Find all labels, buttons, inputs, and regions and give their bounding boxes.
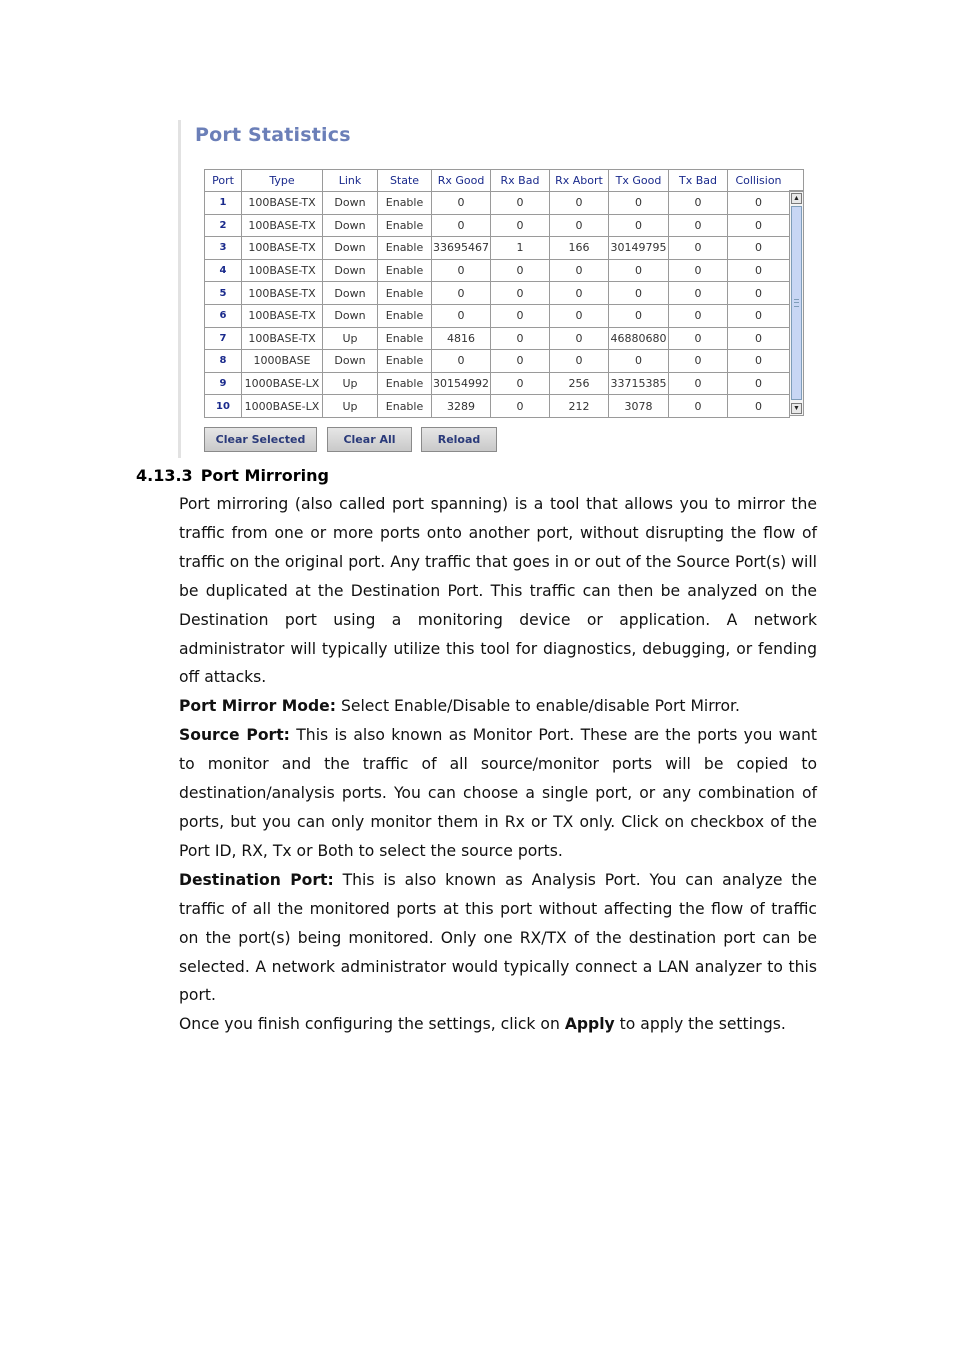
port-id-cell: 4 <box>205 259 242 282</box>
table-cell: 0 <box>728 192 790 215</box>
table-cell: Down <box>323 259 378 282</box>
table-body <box>205 192 790 418</box>
table-scrollbar[interactable] <box>789 191 804 416</box>
source-paragraph <box>179 721 817 866</box>
table-cell: Up <box>323 327 378 350</box>
port-id-cell: 3 <box>205 237 242 260</box>
table-cell: 3078 <box>609 395 669 418</box>
table-cell: 0 <box>669 282 728 305</box>
table-cell: 0 <box>550 259 609 282</box>
table-row[interactable] <box>205 237 790 260</box>
finish-paragraph <box>179 1010 817 1039</box>
table-cell: 0 <box>728 350 790 373</box>
table-cell: Down <box>323 350 378 373</box>
table-cell: 0 <box>432 259 491 282</box>
table-cell: 0 <box>728 259 790 282</box>
column-header: Rx Abort <box>550 170 609 192</box>
statistics-table-wrapper <box>204 169 806 417</box>
table-row[interactable] <box>205 372 790 395</box>
table-cell: 0 <box>491 259 550 282</box>
table-cell: 0 <box>669 327 728 350</box>
table-cell: 0 <box>728 214 790 237</box>
panel-title: Port Statistics <box>195 124 351 146</box>
table-cell: Enable <box>378 237 432 260</box>
table-cell: 0 <box>669 395 728 418</box>
table-cell: 0 <box>728 304 790 327</box>
table-cell: Up <box>323 372 378 395</box>
table-cell: Enable <box>378 259 432 282</box>
column-header: Link <box>323 170 378 192</box>
column-header: Port <box>205 170 242 192</box>
source-label: Source Port: <box>179 726 290 745</box>
table-cell: 30154992 <box>432 372 491 395</box>
table-cell: 0 <box>491 304 550 327</box>
table-cell: Down <box>323 214 378 237</box>
table-cell: 0 <box>491 350 550 373</box>
table-cell: 166 <box>550 237 609 260</box>
table-cell: 33695467 <box>432 237 491 260</box>
section-title: Port Mirroring <box>200 466 329 485</box>
port-statistics-table <box>204 169 790 418</box>
table-cell: 30149795 <box>609 237 669 260</box>
table-header-row <box>205 170 790 192</box>
table-cell: 0 <box>550 282 609 305</box>
table-cell: 100BASE-TX <box>242 327 323 350</box>
table-cell: 33715385 <box>609 372 669 395</box>
table-row[interactable] <box>205 282 790 305</box>
table-cell: Enable <box>378 395 432 418</box>
table-cell: 0 <box>669 192 728 215</box>
section-heading <box>136 464 329 488</box>
table-cell: 0 <box>609 259 669 282</box>
table-cell: 0 <box>491 214 550 237</box>
table-cell: 0 <box>609 282 669 305</box>
table-cell: 0 <box>550 350 609 373</box>
table-cell: 0 <box>491 372 550 395</box>
table-cell: Enable <box>378 327 432 350</box>
column-header: Tx Good <box>609 170 669 192</box>
table-cell: 100BASE-TX <box>242 282 323 305</box>
table-cell: 0 <box>609 192 669 215</box>
mode-paragraph <box>179 692 817 721</box>
table-cell: 0 <box>491 395 550 418</box>
column-header: Rx Bad <box>491 170 550 192</box>
table-cell: 0 <box>491 327 550 350</box>
column-header: Tx Bad <box>669 170 728 192</box>
scrollbar-thumb[interactable] <box>791 206 802 400</box>
table-cell: 0 <box>728 395 790 418</box>
table-cell: 1000BASE-LX <box>242 372 323 395</box>
table-cell: 100BASE-TX <box>242 237 323 260</box>
table-cell: 1 <box>491 237 550 260</box>
table-cell: 0 <box>491 192 550 215</box>
table-cell: 100BASE-TX <box>242 192 323 215</box>
source-text: This is also known as Monitor Port. These are the ports you want to monitor and the traffic of all source/monitor ports will be copied to destination/analysis ports. You can choose a single port, or any combination of ports, but you can only monitor them in Rx or TX only. Click on checkbox of the Port ID, RX, Tx or Both to select the source ports. <box>179 726 817 860</box>
table-cell: 100BASE-TX <box>242 214 323 237</box>
intro-paragraph: Port mirroring (also called port spanning) is a tool that allows you to mirror the traffic from one or more ports onto another port, without disrupting the flow of traffic on the original port. Any traffic that goes in or out of the Source Port(s) will be duplicated at the Destination Port. This traffic can then be analyzed on the Destination port using a monitoring device or application. A network administrator will typically utilize this tool for diagnostics, debugging, or fending off attacks. <box>179 495 817 687</box>
port-id-cell: 7 <box>205 327 242 350</box>
apply-keyword: Apply <box>564 1015 615 1034</box>
destination-paragraph <box>179 866 817 1011</box>
table-cell: 0 <box>550 327 609 350</box>
table-cell: 1000BASE-LX <box>242 395 323 418</box>
scrollbar-grip-icon <box>794 299 799 307</box>
table-cell: 100BASE-TX <box>242 304 323 327</box>
table-cell: 0 <box>550 192 609 215</box>
table-cell: 46880680 <box>609 327 669 350</box>
section-number: 4.13.3 <box>136 466 193 485</box>
table-row[interactable] <box>205 327 790 350</box>
port-id-cell: 6 <box>205 304 242 327</box>
mode-label: Port Mirror Mode: <box>179 697 336 716</box>
table-cell: Enable <box>378 350 432 373</box>
port-id-cell: 1 <box>205 192 242 215</box>
table-cell: 0 <box>550 304 609 327</box>
table-cell: 0 <box>669 304 728 327</box>
table-cell: 1000BASE <box>242 350 323 373</box>
finish-suffix: to apply the settings. <box>614 1015 786 1034</box>
table-cell: 0 <box>669 350 728 373</box>
port-statistics-panel <box>178 120 811 458</box>
table-cell: 0 <box>609 304 669 327</box>
column-header: State <box>378 170 432 192</box>
port-id-cell: 2 <box>205 214 242 237</box>
table-cell: 100BASE-TX <box>242 259 323 282</box>
table-row[interactable] <box>205 304 790 327</box>
table-cell: Down <box>323 237 378 260</box>
table-cell: 0 <box>728 282 790 305</box>
column-header: Type <box>242 170 323 192</box>
table-cell: Down <box>323 192 378 215</box>
clear-selected-button[interactable]: Clear Selected <box>204 427 317 452</box>
table-cell: 0 <box>550 214 609 237</box>
table-cell: 0 <box>432 350 491 373</box>
destination-label: Destination Port: <box>179 870 334 889</box>
table-cell: Enable <box>378 372 432 395</box>
column-header: Collision <box>728 170 790 192</box>
table-cell: 0 <box>669 372 728 395</box>
scrollbar-header-cap <box>789 169 804 191</box>
table-cell: 0 <box>728 327 790 350</box>
port-id-cell: 8 <box>205 350 242 373</box>
scroll-down-arrow-icon[interactable]: ▼ <box>791 403 802 414</box>
table-cell: 0 <box>669 214 728 237</box>
column-header: Rx Good <box>432 170 491 192</box>
table-cell: 4816 <box>432 327 491 350</box>
table-row[interactable] <box>205 350 790 373</box>
table-cell: Enable <box>378 282 432 305</box>
table-cell: 0 <box>669 237 728 260</box>
table-cell: 0 <box>728 372 790 395</box>
reload-button[interactable]: Reload <box>421 427 497 452</box>
port-id-cell: 9 <box>205 372 242 395</box>
table-cell: Down <box>323 304 378 327</box>
table-cell: 0 <box>432 214 491 237</box>
section-body <box>179 490 817 1039</box>
table-cell: Enable <box>378 192 432 215</box>
table-cell: Down <box>323 282 378 305</box>
table-cell: 0 <box>609 214 669 237</box>
mode-text: Select Enable/Disable to enable/disable Port Mirror. <box>336 697 740 716</box>
table-row[interactable] <box>205 192 790 215</box>
port-id-cell: 5 <box>205 282 242 305</box>
table-row[interactable] <box>205 395 790 418</box>
table-cell: 0 <box>491 282 550 305</box>
table-cell: 0 <box>728 237 790 260</box>
table-cell: 0 <box>609 350 669 373</box>
table-cell: 3289 <box>432 395 491 418</box>
table-cell: 0 <box>432 192 491 215</box>
table-row[interactable] <box>205 259 790 282</box>
clear-all-button[interactable]: Clear All <box>327 427 412 452</box>
table-cell: Enable <box>378 214 432 237</box>
table-cell: 0 <box>432 304 491 327</box>
destination-text: This is also known as Analysis Port. You can analyze the traffic of all the monitored ports at this port without affecting the flow of traffic on the port(s) being monitored. Only one RX/TX of the destination port can be selected. A network administrator would typically connect a LAN analyzer to this port. <box>179 870 817 1005</box>
table-cell: Enable <box>378 304 432 327</box>
scroll-up-arrow-icon[interactable]: ▲ <box>791 193 802 204</box>
table-cell: 212 <box>550 395 609 418</box>
table-cell: 0 <box>669 259 728 282</box>
table-cell: 0 <box>432 282 491 305</box>
port-id-cell: 10 <box>205 395 242 418</box>
finish-prefix: Once you finish configuring the settings, click on <box>179 1015 565 1034</box>
table-cell: Up <box>323 395 378 418</box>
table-row[interactable] <box>205 214 790 237</box>
table-cell: 256 <box>550 372 609 395</box>
